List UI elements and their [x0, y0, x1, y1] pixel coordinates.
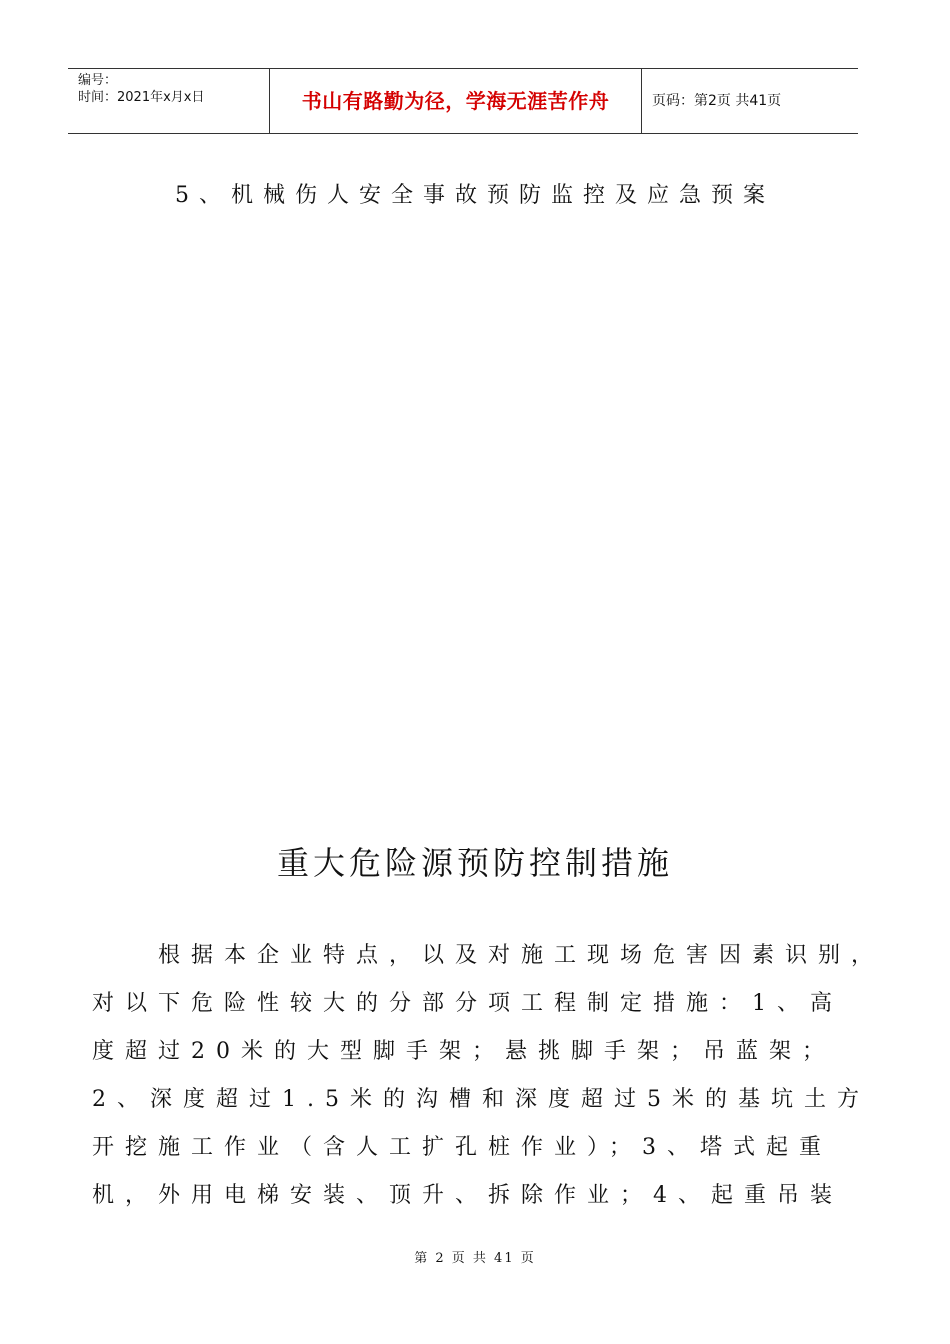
page-header	[68, 68, 858, 134]
section-heading: 5、机械伤人安全事故预防监控及应急预案	[175, 183, 775, 208]
paragraph-line: 机，外用电梯安装、顶升、拆除作业；4、起重吊装	[92, 1183, 843, 1208]
main-title: 重大危险源预防控制措施	[276, 844, 673, 882]
paragraph-line: 根据本企业特点，以及对施工现场危害因素识别，	[158, 943, 885, 968]
paragraph-line: 2、深度超过1.5米的沟槽和深度超过5米的基坑土方	[92, 1087, 870, 1112]
document-number-label: 编号：	[78, 73, 118, 88]
paragraph-line: 开挖施工作业（含人工扩孔桩作业）；3、塔式起重	[92, 1135, 832, 1160]
document-date-label: 时间：2021年x月x日	[78, 90, 205, 105]
paragraph-line: 度超过20米的大型脚手架；悬挑脚手架；吊蓝架；	[92, 1039, 835, 1064]
header-motto: 书山有路勤为径，学海无涯苦作舟	[270, 69, 642, 133]
body-paragraph	[92, 932, 885, 1220]
page-footer: 第 2 页 共 41 页	[414, 1251, 536, 1266]
header-meta	[68, 69, 270, 133]
paragraph-line: 对以下危险性较大的分部分项工程制定措施：1、高	[92, 991, 843, 1016]
header-page-info: 页码：第2页 共41页	[652, 93, 782, 109]
